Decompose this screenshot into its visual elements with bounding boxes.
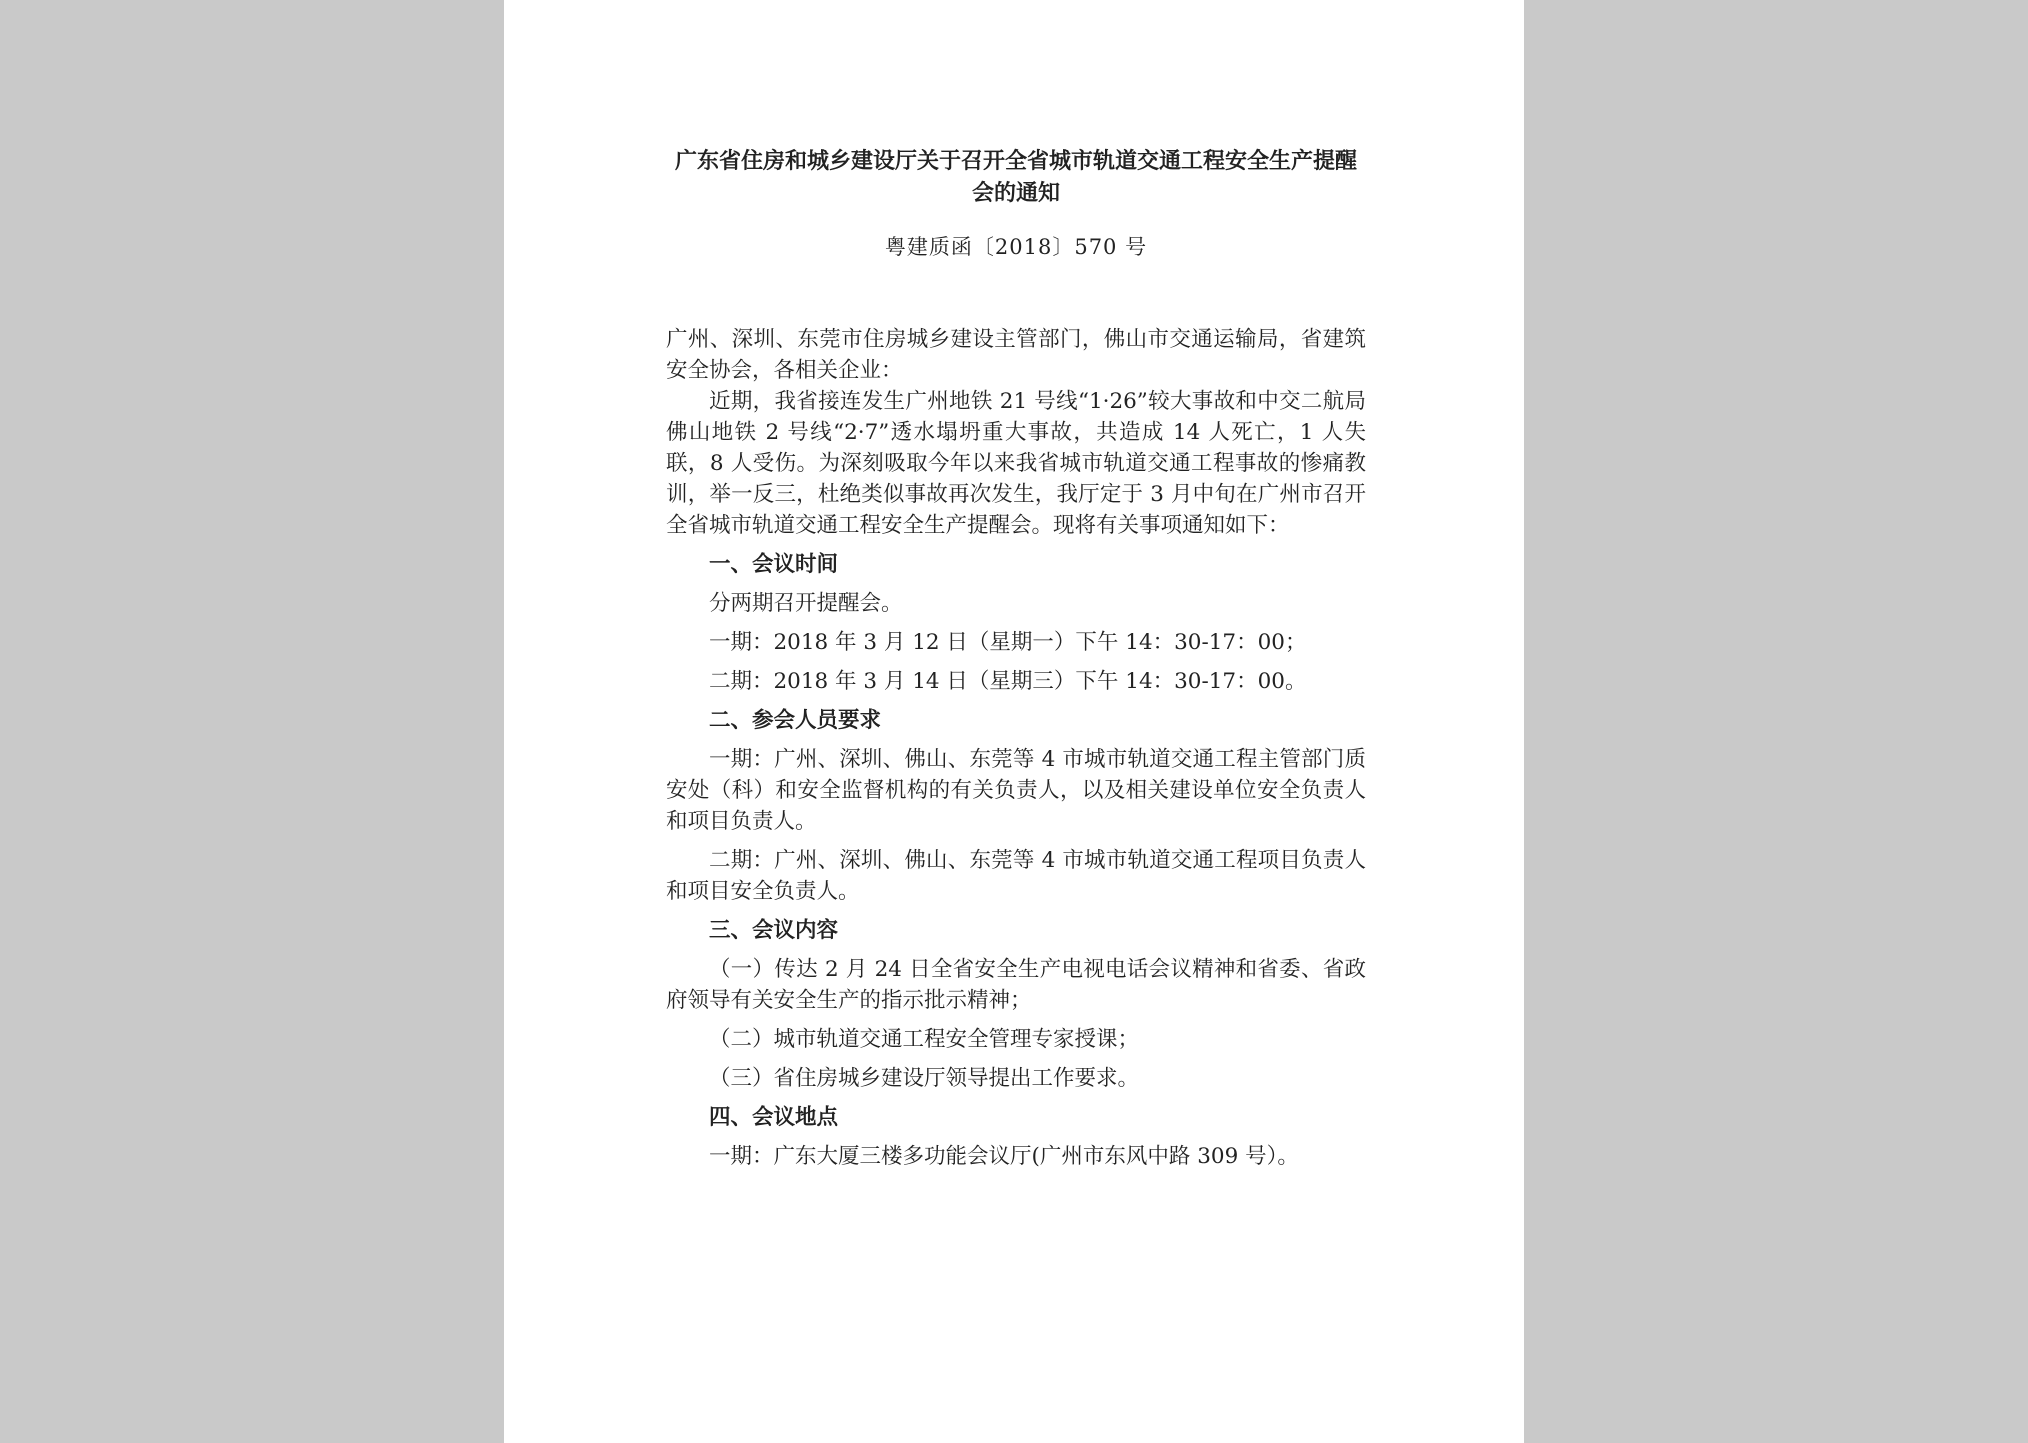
addressee: 广州、深圳、东莞市住房城乡建设主管部门，佛山市交通运输局，省建筑安全协会，各相关企业：: [666, 327, 1366, 383]
paragraph: （三）省住房城乡建设厅领导提出工作要求。: [709, 1066, 1140, 1091]
section-heading-location: 四、会议地点: [709, 1105, 839, 1130]
document-content: [666, 146, 1366, 1180]
paragraph: 一期：广州、深圳、佛山、东莞等 4 市城市轨道交通工程主管部门质安处（科）和安全监督机构的有关负责人，以及相关建设单位安全负责人和项目负责人。: [666, 747, 1366, 834]
paragraph: 二期：广州、深圳、佛山、东莞等 4 市城市轨道交通工程项目负责人和项目安全负责人。: [666, 848, 1366, 904]
paragraph: 一期：广东大厦三楼多功能会议厅(广州市东风中路 309 号）。: [709, 1144, 1299, 1169]
document-body: [666, 324, 1366, 1172]
section-heading-attendees: 二、参会人员要求: [709, 708, 882, 733]
section-heading-time: 一、会议时间: [709, 552, 839, 577]
paragraph: （一）传达 2 月 24 日全省安全生产电视电话会议精神和省委、省政府领导有关安全生产的指示批示精神；: [666, 957, 1366, 1013]
paragraph: 二期：2018 年 3 月 14 日（星期三）下午 14：30-17：00。: [709, 669, 1307, 694]
paragraph: 一期：2018 年 3 月 12 日（星期一）下午 14：30-17：00；: [709, 630, 1307, 655]
document-number: 粤建质函〔2018〕570 号: [884, 235, 1148, 259]
paragraph: 分两期召开提醒会。: [709, 591, 903, 616]
intro-paragraph: 近期，我省接连发生广州地铁 21 号线“1·26”较大事故和中交二航局佛山地铁 2 号线“2·7”透水塌坍重大事故，共造成 14 人死亡，1 人失联，8 人受伤。为深刻吸取今年以来我省城市轨道交通工程事故的惨痛教训，举一反三，杜绝类似事故再次发生，我厅定于 3 月中旬在广州市召开全省城市轨道交通工程安全生产提醒会。现将有关事项通知如下：: [666, 389, 1366, 538]
document-page: [504, 0, 1524, 1443]
document-title: 广东省住房和城乡建设厅关于召开全省城市轨道交通工程安全生产提醒会的通知: [674, 149, 1357, 206]
section-heading-content: 三、会议内容: [709, 918, 839, 943]
paragraph: （二）城市轨道交通工程安全管理专家授课；: [709, 1027, 1140, 1052]
